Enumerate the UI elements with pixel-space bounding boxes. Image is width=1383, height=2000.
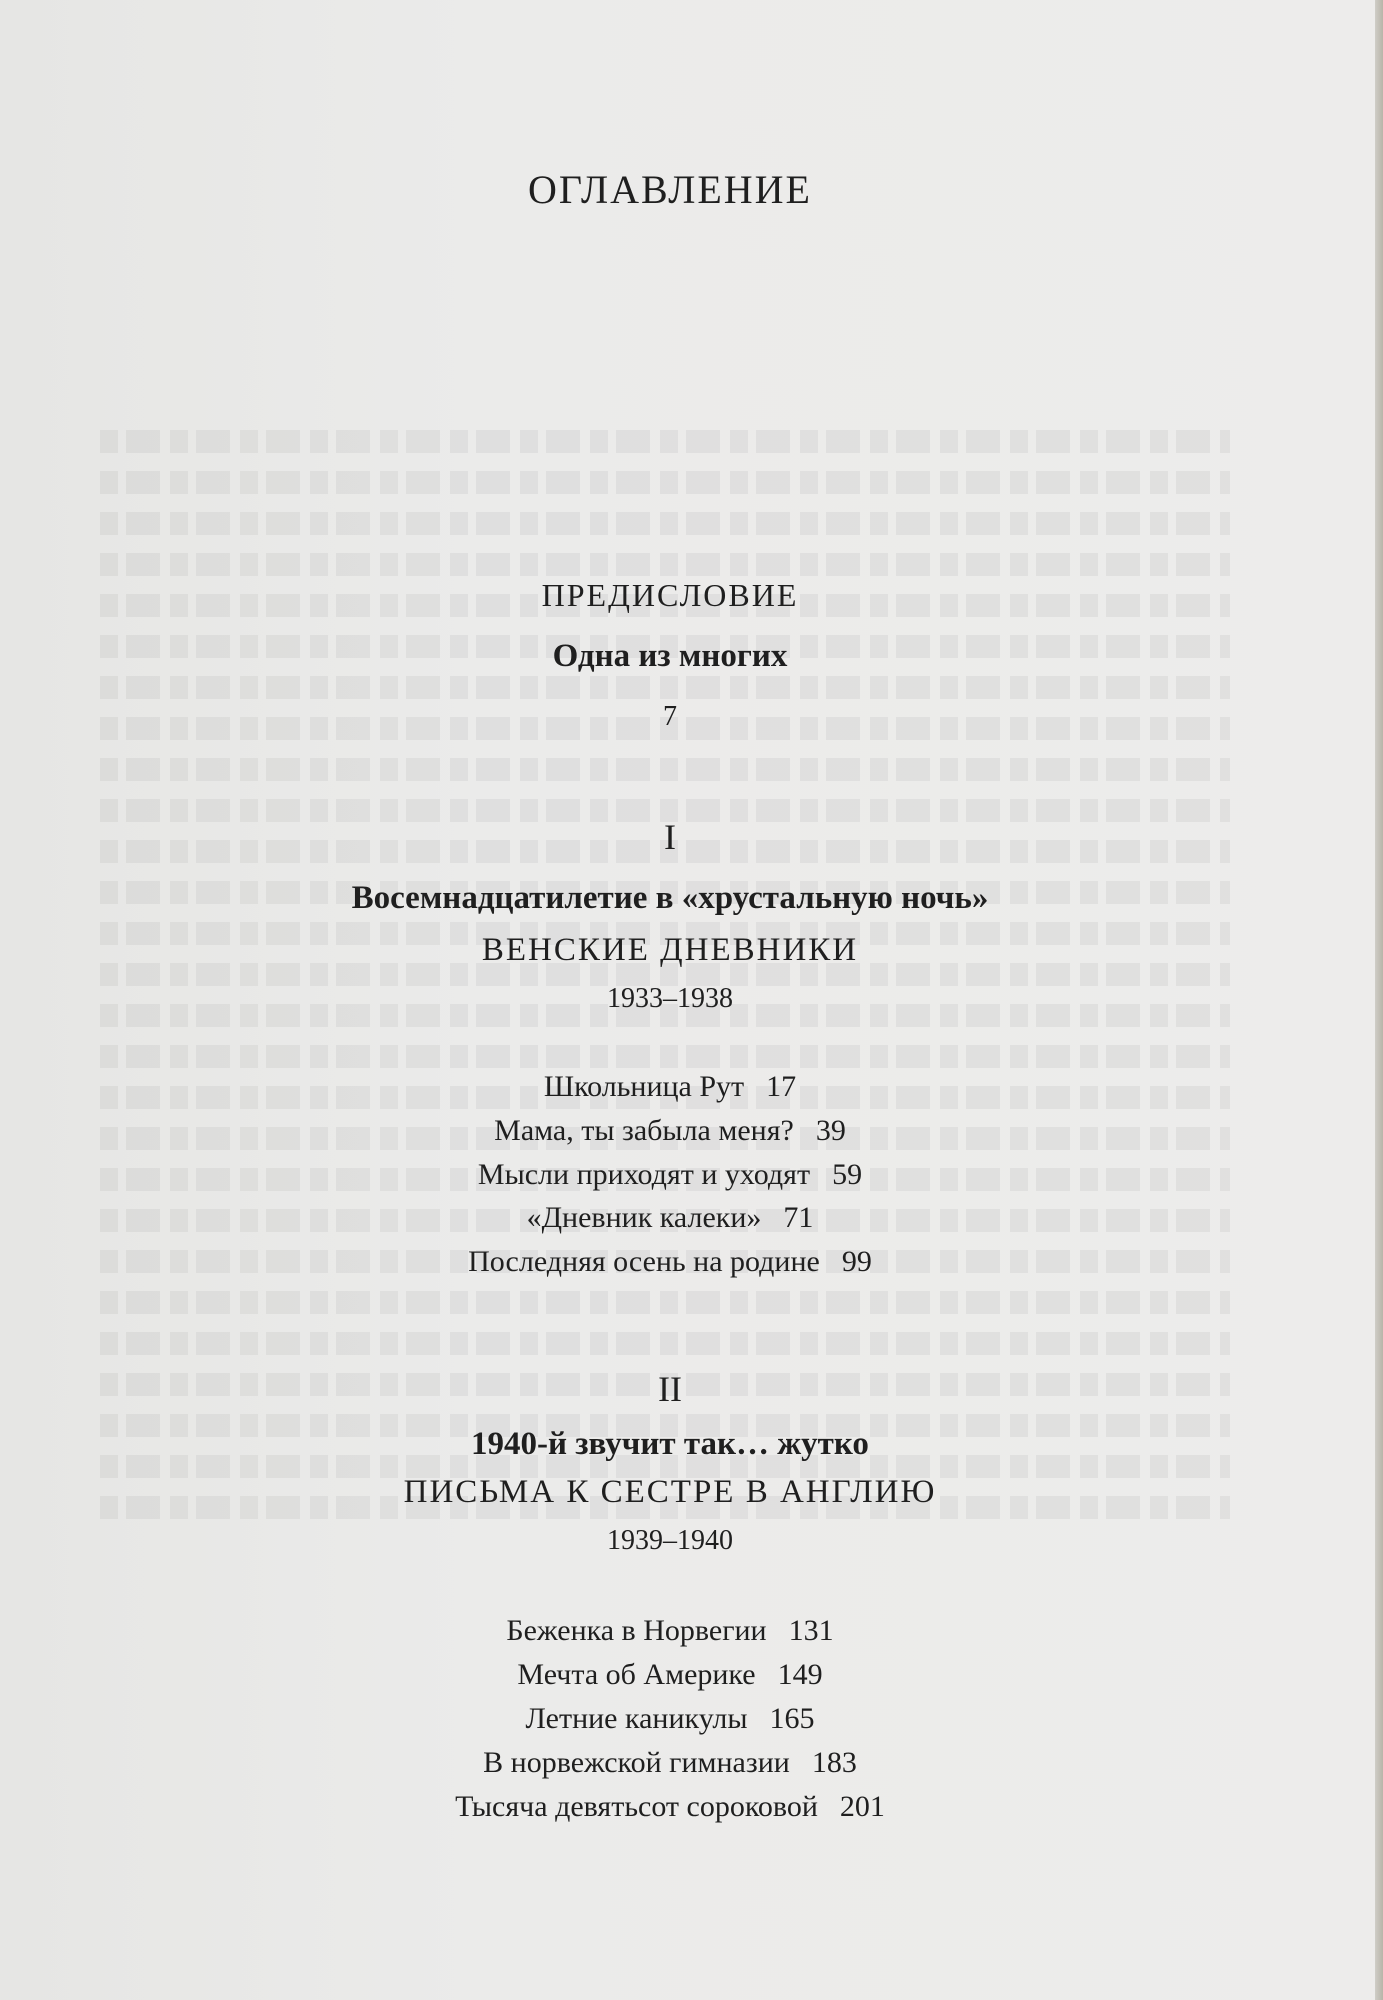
toc-entry-page: 39 [815, 1114, 846, 1147]
toc-entry [0, 1201, 1340, 1235]
toc-entry-page: 59 [832, 1158, 863, 1191]
toc-entry-title: Мысли приходят и уходят [477, 1158, 811, 1191]
part-2-subtitle: ПИСЬМА К СЕСТРЕ В АНГЛИЮ [403, 1474, 937, 1510]
part-2-title: 1940-й звучит так… жутко [471, 1426, 869, 1462]
toc-entry-page: 99 [841, 1245, 872, 1278]
part-1-numeral: I [664, 817, 676, 857]
part-1-subtitle: ВЕНСКИЕ ДНЕВНИКИ [481, 932, 859, 968]
toc-entry-title: Мама, ты забыла меня? [494, 1114, 794, 1147]
part-1-years: 1933–1938 [607, 983, 733, 1014]
contents-heading: ОГЛАВЛЕНИЕ [528, 167, 812, 212]
toc-entry [0, 1746, 1340, 1780]
part-2-years: 1939–1940 [607, 1525, 733, 1556]
toc-entry [0, 1614, 1340, 1648]
toc-entry-page: 17 [766, 1070, 797, 1103]
toc-entry-title: «Дневник калеки» [526, 1201, 762, 1234]
toc-entry [0, 1158, 1340, 1192]
toc-entry [0, 1114, 1340, 1148]
toc-entry-page: 149 [777, 1658, 823, 1691]
toc-entry [0, 1702, 1340, 1736]
toc-entry-page: 131 [788, 1614, 834, 1647]
toc-entry-title: Беженка в Норвегии [506, 1614, 767, 1647]
toc-entry [0, 1070, 1340, 1104]
toc-entry-title: Тысяча девятьсот сороковой [455, 1790, 818, 1823]
toc-entry-title: Летние каникулы [525, 1702, 748, 1735]
toc-entry-title: Мечта об Америке [517, 1658, 756, 1691]
toc-entry [0, 1658, 1340, 1692]
preface-title: Одна из многих [552, 638, 788, 674]
part-2-numeral: II [658, 1369, 682, 1409]
toc-entry-page: 201 [839, 1790, 885, 1823]
preface-heading: ПРЕДИСЛОВИЕ [541, 577, 799, 613]
toc-entry [0, 1790, 1340, 1824]
toc-entry-title: Последняя осень на родине [468, 1245, 820, 1278]
part-1-title: Восемнадцатилетие в «хрустальную ночь» [351, 880, 989, 916]
page-edge [1375, 0, 1383, 2000]
toc-entry-title: Школьница Рут [543, 1070, 745, 1103]
toc-entry-title: В норвежской гимназии [483, 1746, 790, 1779]
toc-entry [0, 1245, 1340, 1279]
preface-page-number: 7 [663, 701, 677, 732]
toc-entry-page: 165 [769, 1702, 815, 1735]
toc-entry-page: 183 [811, 1746, 857, 1779]
toc-entry-page: 71 [783, 1201, 814, 1234]
